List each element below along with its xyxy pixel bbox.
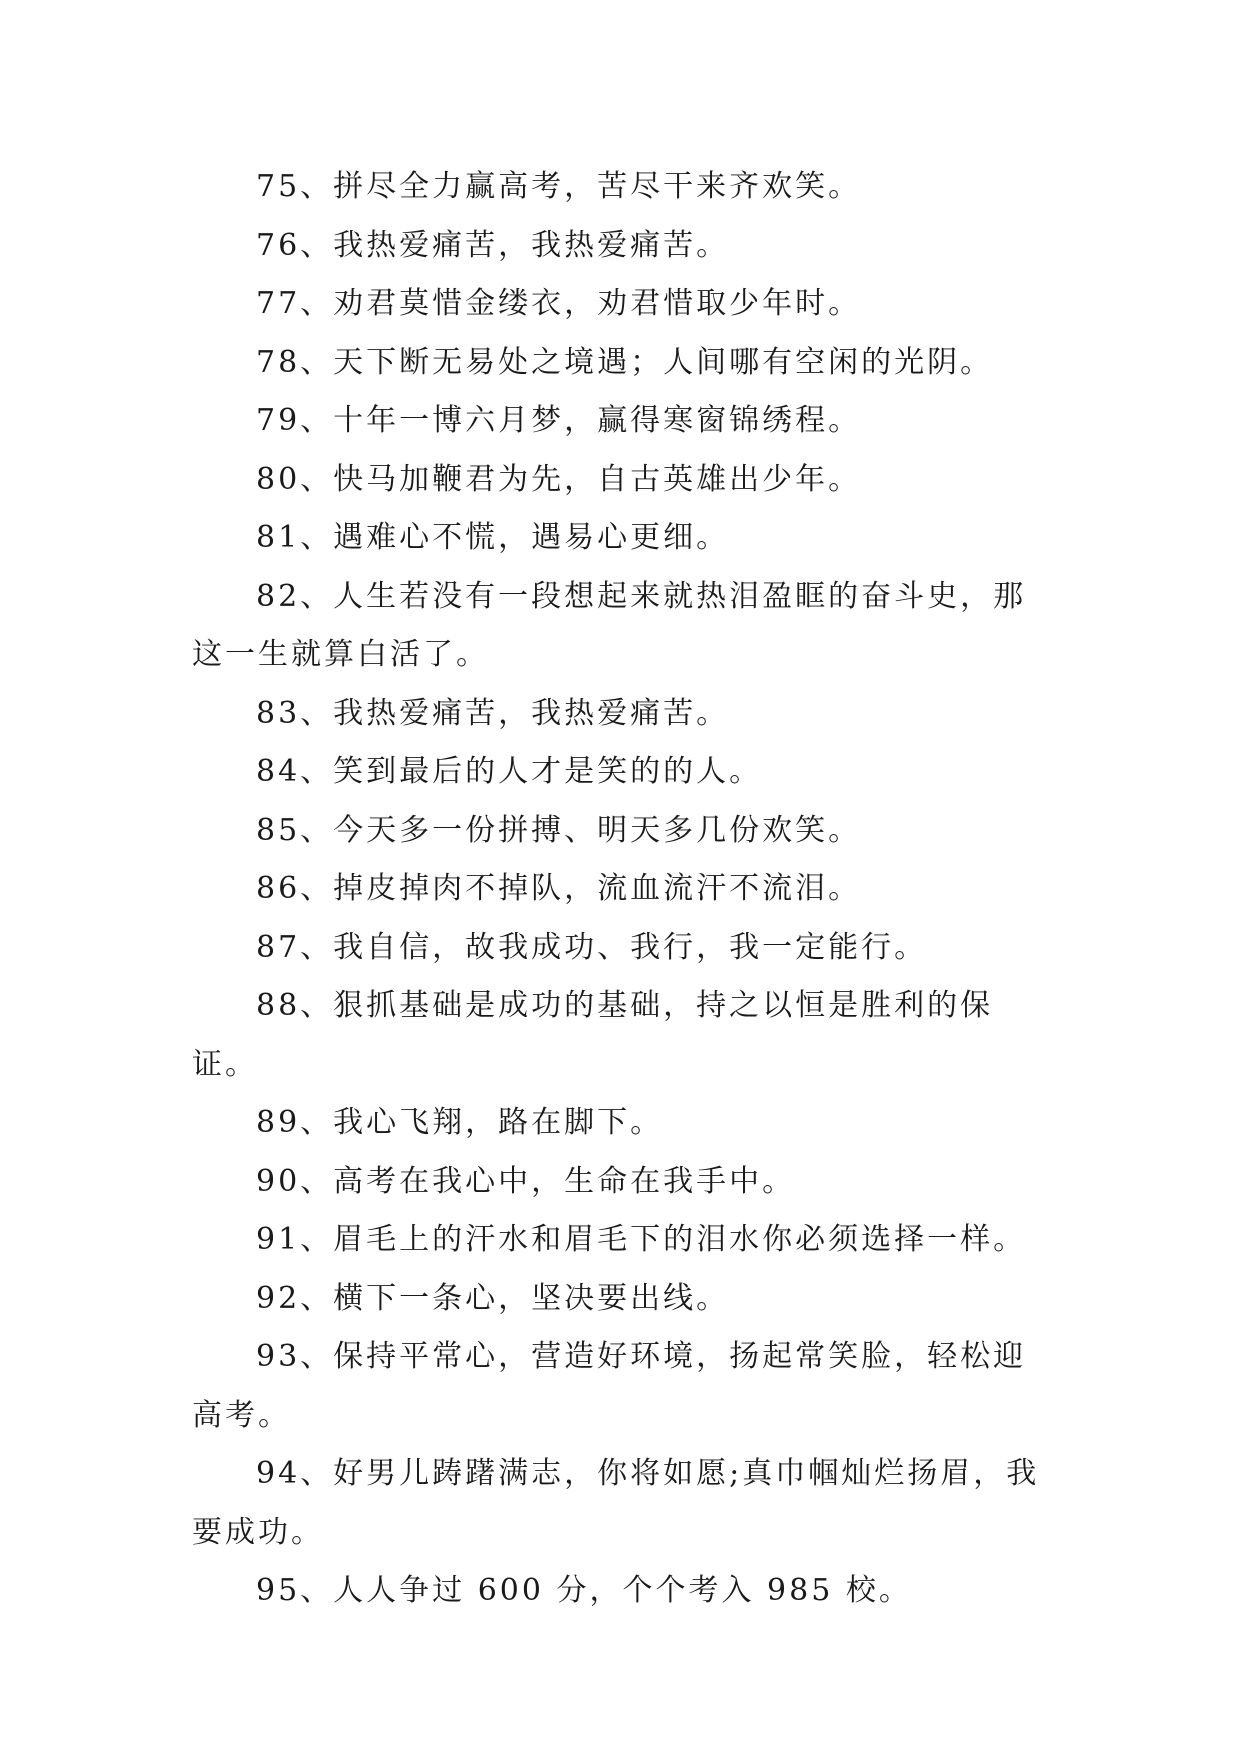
- list-item: 83、我热爱痛苦，我热爱痛苦。: [256, 695, 730, 731]
- list-item: 76、我热爱痛苦，我热爱痛苦。: [256, 227, 730, 263]
- list-item: 81、遇难心不慌，遇易心更细。: [256, 520, 730, 555]
- list-item: 78、天下断无易处之境遇；人间哪有空闲的光阴。: [256, 344, 994, 380]
- list-item: 85、今天多一份拼搏、明天多几份欢笑。: [256, 812, 862, 848]
- list-item: 77、劝君莫惜金缕衣，劝君惜取少年时。: [256, 286, 862, 321]
- list-item: 86、掉皮掉肉不掉队，流血流汗不流泪。: [256, 871, 862, 906]
- list-item: 75、拼尽全力赢高考，苦尽干来齐欢笑。: [256, 169, 862, 204]
- list-item: 89、我心飞翔，路在脚下。: [256, 1105, 664, 1140]
- document-body: [192, 158, 1052, 1621]
- list-item: 90、高考在我心中，生命在我手中。: [256, 1163, 796, 1199]
- list-item: 84、笑到最后的人才是笑的的人。: [256, 754, 763, 789]
- list-item: 82、人生若没有一段想起来就热泪盈眶的奋斗史，那这一生就算白活了。: [192, 578, 1027, 672]
- list-item: 93、保持平常心，营造好环境，扬起常笑脸，轻松迎高考。: [192, 1339, 1027, 1433]
- list-item: 95、人人争过 600 分，个个考入 985 校。: [256, 1573, 912, 1608]
- list-item: 88、狠抓基础是成功的基础，持之以恒是胜利的保证。: [192, 988, 994, 1082]
- list-item: 94、好男儿踌躇满志，你将如愿;真巾帼灿烂扬眉，我要成功。: [192, 1456, 1040, 1550]
- list-item: 92、横下一条心，坚决要出线。: [256, 1280, 730, 1316]
- list-item: 80、快马加鞭君为先，自古英雄出少年。: [256, 461, 862, 497]
- list-item: 79、十年一博六月梦，赢得寒窗锦绣程。: [256, 403, 862, 438]
- list-item: 87、我自信，故我成功、我行，我一定能行。: [256, 929, 928, 965]
- list-item: 91、眉毛上的汗水和眉毛下的泪水你必须选择一样。: [256, 1222, 1027, 1257]
